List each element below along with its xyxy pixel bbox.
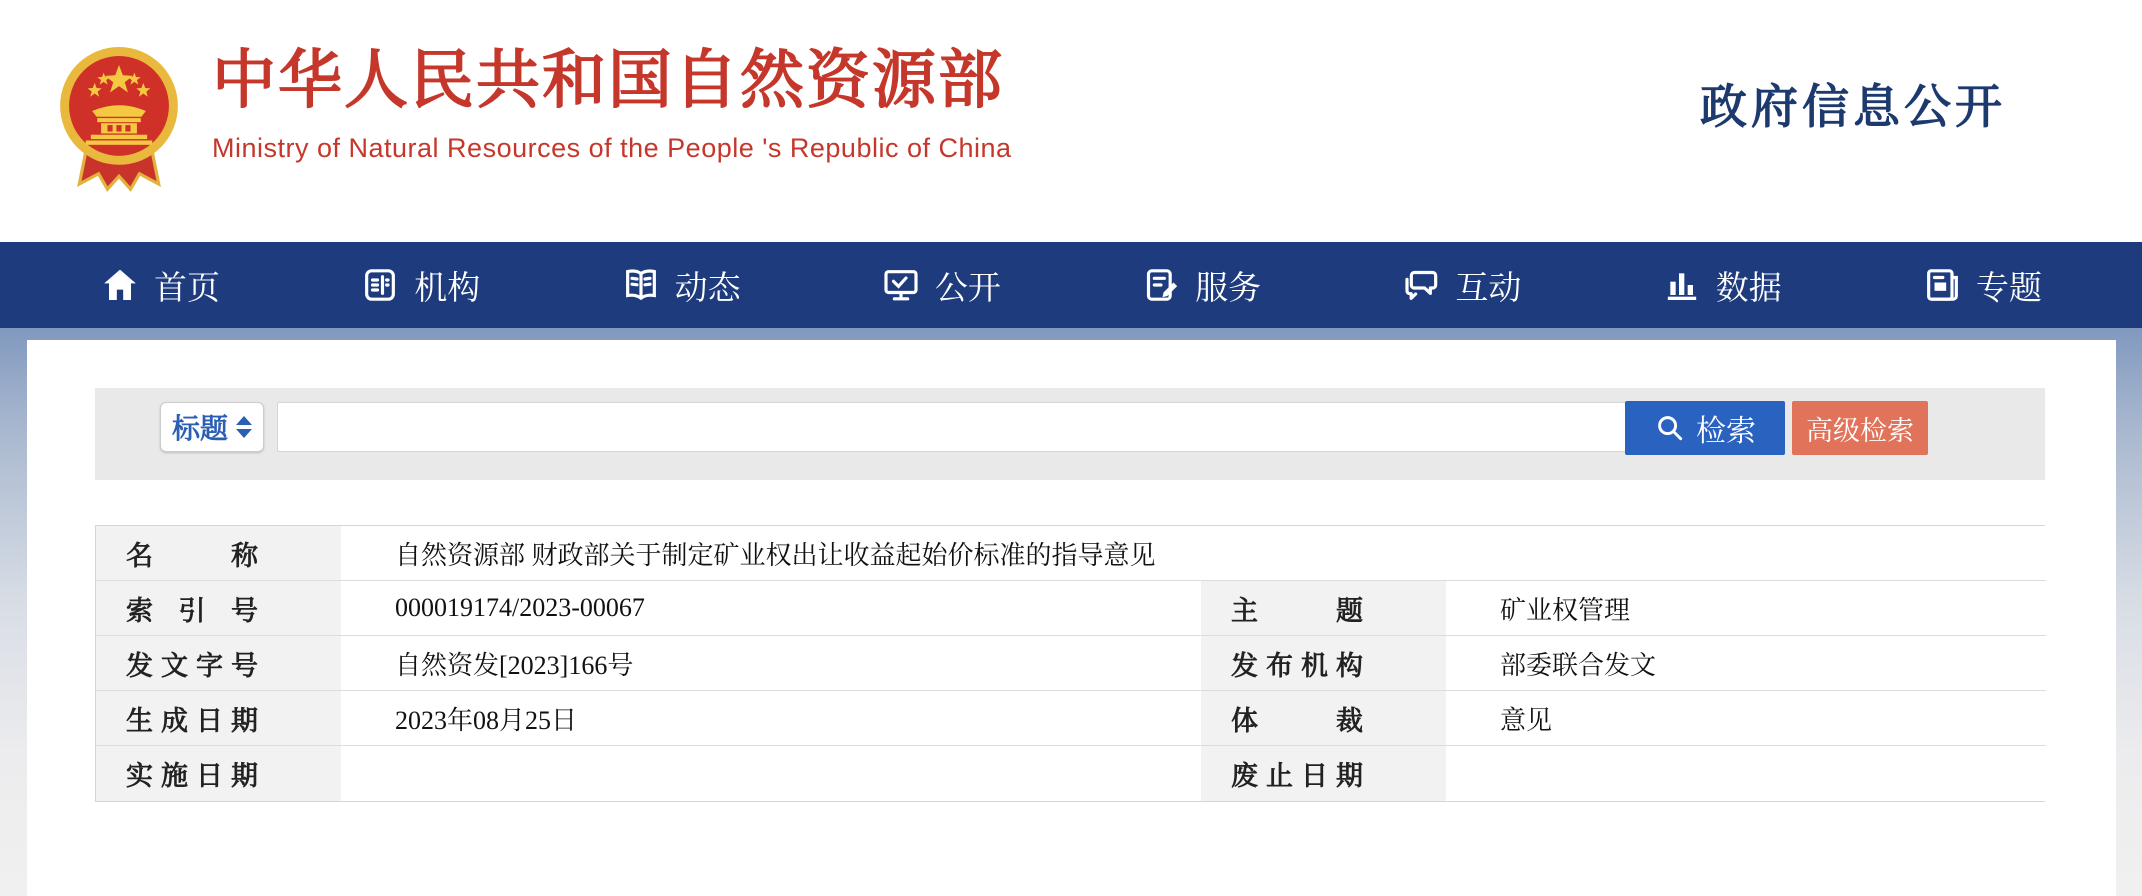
nav-item-interaction[interactable] bbox=[1401, 262, 1521, 309]
nav-item-home[interactable] bbox=[100, 262, 220, 309]
search-panel bbox=[95, 388, 2045, 480]
value-genre: 意见 bbox=[1446, 691, 2046, 746]
value-issuing-agency: 部委联合发文 bbox=[1446, 636, 2046, 691]
search-input[interactable] bbox=[277, 402, 1683, 452]
document-pen-icon bbox=[1141, 265, 1181, 305]
search-button[interactable] bbox=[1625, 401, 1785, 455]
advanced-search-button[interactable] bbox=[1792, 401, 1928, 455]
label-index-number: 索引号 bbox=[96, 581, 341, 636]
nav-item-label: 服务 bbox=[1195, 268, 1262, 306]
label-genre: 体裁 bbox=[1201, 691, 1446, 746]
magnifier-icon bbox=[1654, 412, 1686, 444]
value-subject: 矿业权管理 bbox=[1446, 581, 2046, 636]
value-abolition-date bbox=[1446, 746, 2046, 801]
organization-icon bbox=[360, 265, 400, 305]
label-name: 名称 bbox=[96, 526, 341, 581]
nav-item-topics[interactable] bbox=[1922, 262, 2042, 309]
nav-item-news[interactable] bbox=[621, 262, 741, 309]
value-implementation-date bbox=[341, 746, 1201, 801]
label-abolition-date: 废止日期 bbox=[1201, 746, 1446, 801]
nav-item-label: 机构 bbox=[414, 268, 481, 306]
content-panel bbox=[27, 340, 2116, 896]
nav-item-service[interactable] bbox=[1141, 262, 1261, 309]
value-creation-date: 2023年08月25日 bbox=[341, 691, 1201, 746]
site-header bbox=[0, 0, 2142, 242]
nav-item-data[interactable] bbox=[1662, 262, 1782, 309]
value-name: 自然资源部 财政部关于制定矿业权出让收益起始价标准的指导意见 bbox=[341, 526, 2046, 581]
monitor-icon bbox=[881, 265, 921, 305]
chat-bubbles-icon bbox=[1401, 265, 1441, 305]
nav-item-label: 专题 bbox=[1975, 268, 2042, 306]
nav-item-organization[interactable] bbox=[360, 262, 480, 309]
spinner-arrows-icon bbox=[236, 416, 252, 438]
nav-item-label: 首页 bbox=[154, 268, 220, 306]
value-document-number: 自然资发[2023]166号 bbox=[341, 636, 1201, 691]
value-index-number: 000019174/2023-00067 bbox=[341, 581, 1201, 636]
main-nav bbox=[0, 242, 2142, 328]
bar-chart-icon bbox=[1662, 265, 1702, 305]
nav-item-disclosure[interactable] bbox=[881, 262, 1001, 309]
advanced-search-label: 高级检索 bbox=[1806, 415, 1914, 446]
label-creation-date: 生成日期 bbox=[96, 691, 341, 746]
open-book-icon bbox=[621, 265, 661, 305]
nav-item-label: 公开 bbox=[934, 268, 1001, 306]
search-field-selector[interactable] bbox=[160, 402, 264, 452]
label-implementation-date: 实施日期 bbox=[96, 746, 341, 801]
nav-item-label: 动态 bbox=[674, 268, 741, 306]
nav-item-label: 数据 bbox=[1715, 268, 1782, 306]
home-icon bbox=[100, 265, 140, 305]
page-title: 政府信息公开 bbox=[1700, 82, 2006, 134]
site-title[interactable]: 中华人民共和国自然资源部 bbox=[212, 44, 1004, 116]
field-selector-label: 标题 bbox=[171, 413, 228, 444]
detail-table bbox=[95, 525, 2045, 802]
label-document-number: 发文字号 bbox=[96, 636, 341, 691]
newspaper-icon bbox=[1922, 265, 1962, 305]
search-button-label: 检索 bbox=[1696, 415, 1756, 448]
label-subject: 主题 bbox=[1201, 581, 1446, 636]
national-emblem-icon[interactable] bbox=[55, 44, 183, 196]
label-issuing-agency: 发布机构 bbox=[1201, 636, 1446, 691]
nav-item-label: 互动 bbox=[1455, 268, 1522, 306]
site-subtitle: Ministry of Natural Resources of the People 's Republic of China bbox=[212, 132, 1012, 163]
